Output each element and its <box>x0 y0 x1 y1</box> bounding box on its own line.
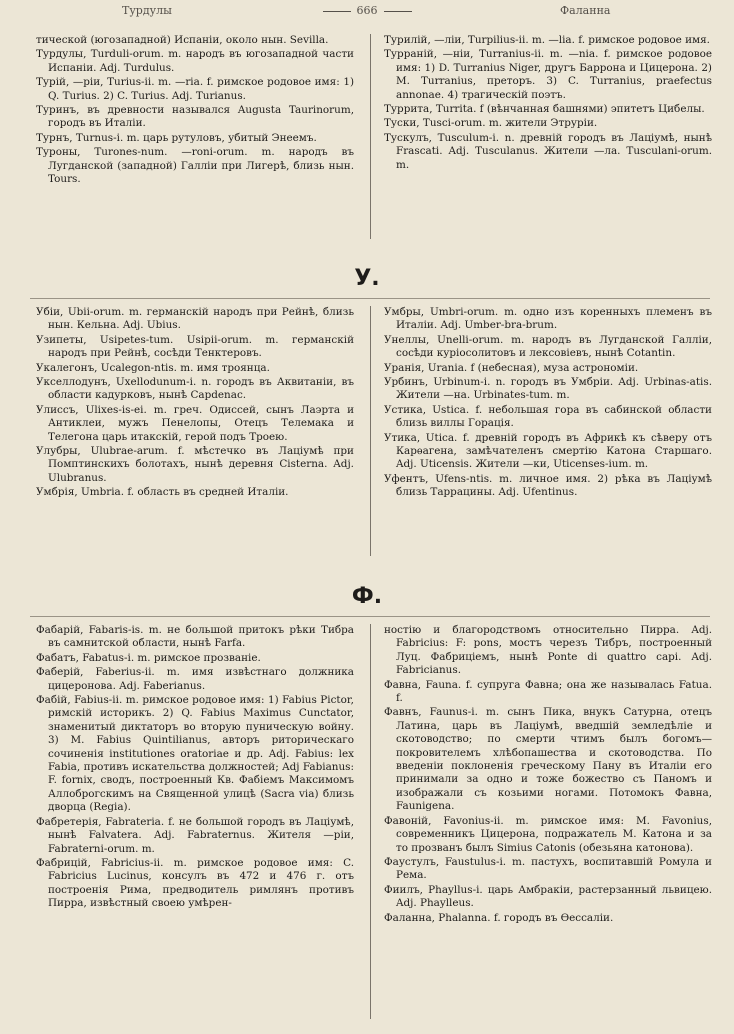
entry: Фаланна, Phalanna. f. городъ въ Ѳессаліи. <box>384 911 614 924</box>
running-header <box>0 0 734 26</box>
entry: Умбры, Umbri-orum. m. одно изъ коренныхъ племенъ въ Италіи. Adj. Umber-bra-brum. <box>384 306 712 332</box>
column-left <box>36 624 354 912</box>
entry: Улубры, Ulubrae-arum. f. мѣстечко въ Лаціумѣ при Помптинскихъ болотахъ, нынѣ деревня Cisterna. Adj. Ulubranus. <box>36 445 354 484</box>
column-right <box>384 34 712 173</box>
entry: Укселлодунъ, Uxellodunum-i. n. городъ въ Аквитаніи, въ области кадурковъ, нынѣ Capdenac. <box>36 376 354 402</box>
entry: Фабрицій, Fabricius-ii. m. римское родовое имя: C. Fabricius Lucinus, консулъ въ 472 и 476 г. отъ построенія Рима, предводитель римлянъ противъ Пирра, извѣстный своею умѣрен- <box>36 856 354 910</box>
entry: тической (югозападной) Испаніи, около нын. Sevilla. <box>36 34 329 46</box>
entry: Унеллы, Unelli-orum. m. народъ въ Лугданской Галліи, сосѣди куріосолитовъ и лексовіевъ, нынѣ Cotantin. <box>384 333 712 360</box>
entry: Уранія, Urania. f (небесная), муза астрономіи. <box>384 361 639 374</box>
section-rule <box>30 616 710 617</box>
entry: Турнъ, Turnus-i. m. царь рутуловъ, убитый Энеемъ. <box>36 131 317 144</box>
entry: Фаберій, Faberius-ii. m. имя извѣстнаго должника цицеронова. Adj. Faberianus. <box>36 666 354 692</box>
entry: Фаустулъ, Faustulus-i. m. пастухъ, воспитавшій Ромула и Рема. <box>384 855 712 882</box>
entry: Урбинъ, Urbinum-i. n. городъ въ Умбріи. Adj. Urbinas-atis. Жители —на. Urbinates-tum. m. <box>384 376 712 402</box>
entry: Фиилъ, Phayllus-i. царь Амбракіи, растерзанный львицею. Adj. Phaylleus. <box>384 883 712 910</box>
entry: Туски, Tusci-orum. m. жители Этруріи. <box>384 117 598 130</box>
entry: Фабарій, Fabaris-is. m. не большой притокъ рѣки Тибра въ самнитской области, нынѣ Farfa. <box>36 624 354 650</box>
column-divider <box>370 34 371 239</box>
section-t-continued <box>0 34 734 246</box>
column-left <box>36 34 354 187</box>
entry: ностію и благородствомъ относительно Пирра. Adj. Fabricius: F: pons, мостъ черезъ Тибръ, построенный Луц. Фабриціемъ, нынѣ Ponte di quattro capi. Adj. Fabricianus. <box>384 624 712 677</box>
entry: Укалегонъ, Ucalegon-ntis. m. имя троянца. <box>36 361 270 374</box>
entry: Фабій, Fabius-ii. m. римское родовое имя: 1) Fabius Pictor, римскій историкъ. 2) Q. Fabius Maximus Cunctator, знаменитый диктаторъ во вторую пуническую войну. 3) M. Fabius Quintilianus, авторъ риторическаго сочиненія institutiones oratoriae и др. Adj. Fabius: lex Fabia, противъ искательства должностей; Adj Fabianus: F. fornix, сводъ, построенный Кв. Фабіемъ Максимомъ Аллоброгскимъ на Священной улицѣ (Sacra via) близь дворца (Regia). <box>36 694 354 814</box>
section-u <box>0 306 734 564</box>
entry: Фавна, Fauna. f. супруга Фавна; она же называлась Fatua. f. <box>384 678 712 705</box>
section-letter-u: У. <box>354 266 380 291</box>
entry: Турраній, —ніи, Turranius-ii. m. —nia. f. римское родовое имя: 1) D. Turranius Niger, другъ Баррона и Цицерона. 2) M. Turranius, преторъ. 3) C. Turranius, praefectus annonae. 4) трагическій поэтъ. <box>384 48 712 101</box>
entry: Турій, —ріи, Turius-ii. m. —ria. f. римское родовое имя: 1) Q. Turius. 2) C. Turius. Adj. Turianus. <box>36 76 354 102</box>
entry: Турилій, —ліи, Turpilius-ii. m. —lia. f. римское родовое имя. <box>384 34 710 46</box>
entry: Умбрія, Umbria. f. область въ средней Италіи. <box>36 486 289 499</box>
entry: Туроны, Turones-num. —roni-orum. m. народъ въ Лугданской (западной) Галліи при Лигерѣ, близь нын. Tours. <box>36 146 354 186</box>
section-f <box>0 624 734 1024</box>
entry: Туринъ, въ древности назывался Augusta Taurinorum, городъ въ Италіи. <box>36 104 354 130</box>
entry: Фабретерія, Fabrateria. f. не большой городъ въ Лаціумѣ, нынѣ Falvatera. Adj. Fabraternus. Жителя —ріи, Fabraterni-orum. m. <box>36 815 354 855</box>
entry: Турдулы, Turduli-orum. m. народъ въ югозападной части Испаніи. Adj. Turdulus. <box>36 48 354 74</box>
column-divider <box>370 624 371 1019</box>
entry: Утика, Utica. f. древній городъ въ Африкѣ къ сѣверу отъ Карѳагена, замѣчателенъ смертію Катона Старшаго. Adj. Uticensis. Жители —ки, Uticenses-ium. m. <box>384 431 712 471</box>
page-number: 666 <box>300 4 434 17</box>
section-letter-f: Ф. <box>351 584 383 609</box>
entry: Фавнъ, Faunus-i. m. сынъ Пика, внукъ Сатурна, отецъ Латина, царь въ Лаціумѣ, введшій земледѣліе и скотоводство; по смерти чтимъ былъ богомъ—покровителемъ хлѣбопашества и скотоводства. По введеніи поклоненія греческому Пану въ Италіи его принимали за одно и тоже божество съ Паномъ и изображали съ козьими ногами. Потомокъ Фавна, Faunigena. <box>384 706 712 813</box>
column-left <box>36 306 354 501</box>
entry: Убіи, Ubii-orum. m. германскій народъ при Рейнѣ, близь нын. Кельна. Adj. Ubius. <box>36 306 354 332</box>
entry: Фавоній, Favonius-ii. m. римское имя: M. Favonius, современникъ Цицерона, подражатель М. Катона и за то прозванъ былъ Simius Catonis (обезьяна катонова). <box>384 814 712 854</box>
column-right <box>384 306 712 501</box>
entry: Улиссъ, Ulixes-is-ei. m. греч. Одиссей, сынъ Лаэрта и Антиклеи, мужъ Пенелопы, Отецъ Телемака и Телегона царь итакскій, герой подъ Троею. <box>36 403 354 443</box>
entry: Фабатъ, Fabatus-i. m. римское прозваніе. <box>36 651 261 664</box>
entry: Устика, Ustica. f. небольшая гора въ сабинской области близь виллы Горація. <box>384 403 712 430</box>
column-divider <box>370 306 371 556</box>
entry: Уфентъ, Ufens-ntis. m. личное имя. 2) рѣка въ Лаціумѣ близь Таррацины. Adj. Ufentinus. <box>384 472 712 499</box>
header-left-word: Турдулы <box>122 4 172 17</box>
entry: Узипеты, Usipetes-tum. Usipii-orum. m. германскій народъ при Рейнѣ, сосѣди Тенктеровъ. <box>36 333 354 360</box>
entry: Туррита, Turrita. f (вѣнчанная башнями) эпитетъ Цибелы. <box>384 103 705 116</box>
column-right <box>384 624 712 926</box>
entry: Тускулъ, Tusculum-i. n. древній городъ въ Лаціумѣ, нынѣ Frascati. Adj. Tusculanus. Жители —ла. Tusculani-orum. m. <box>384 131 712 171</box>
section-rule <box>30 298 710 299</box>
header-right-word: Фаланна <box>560 4 611 17</box>
